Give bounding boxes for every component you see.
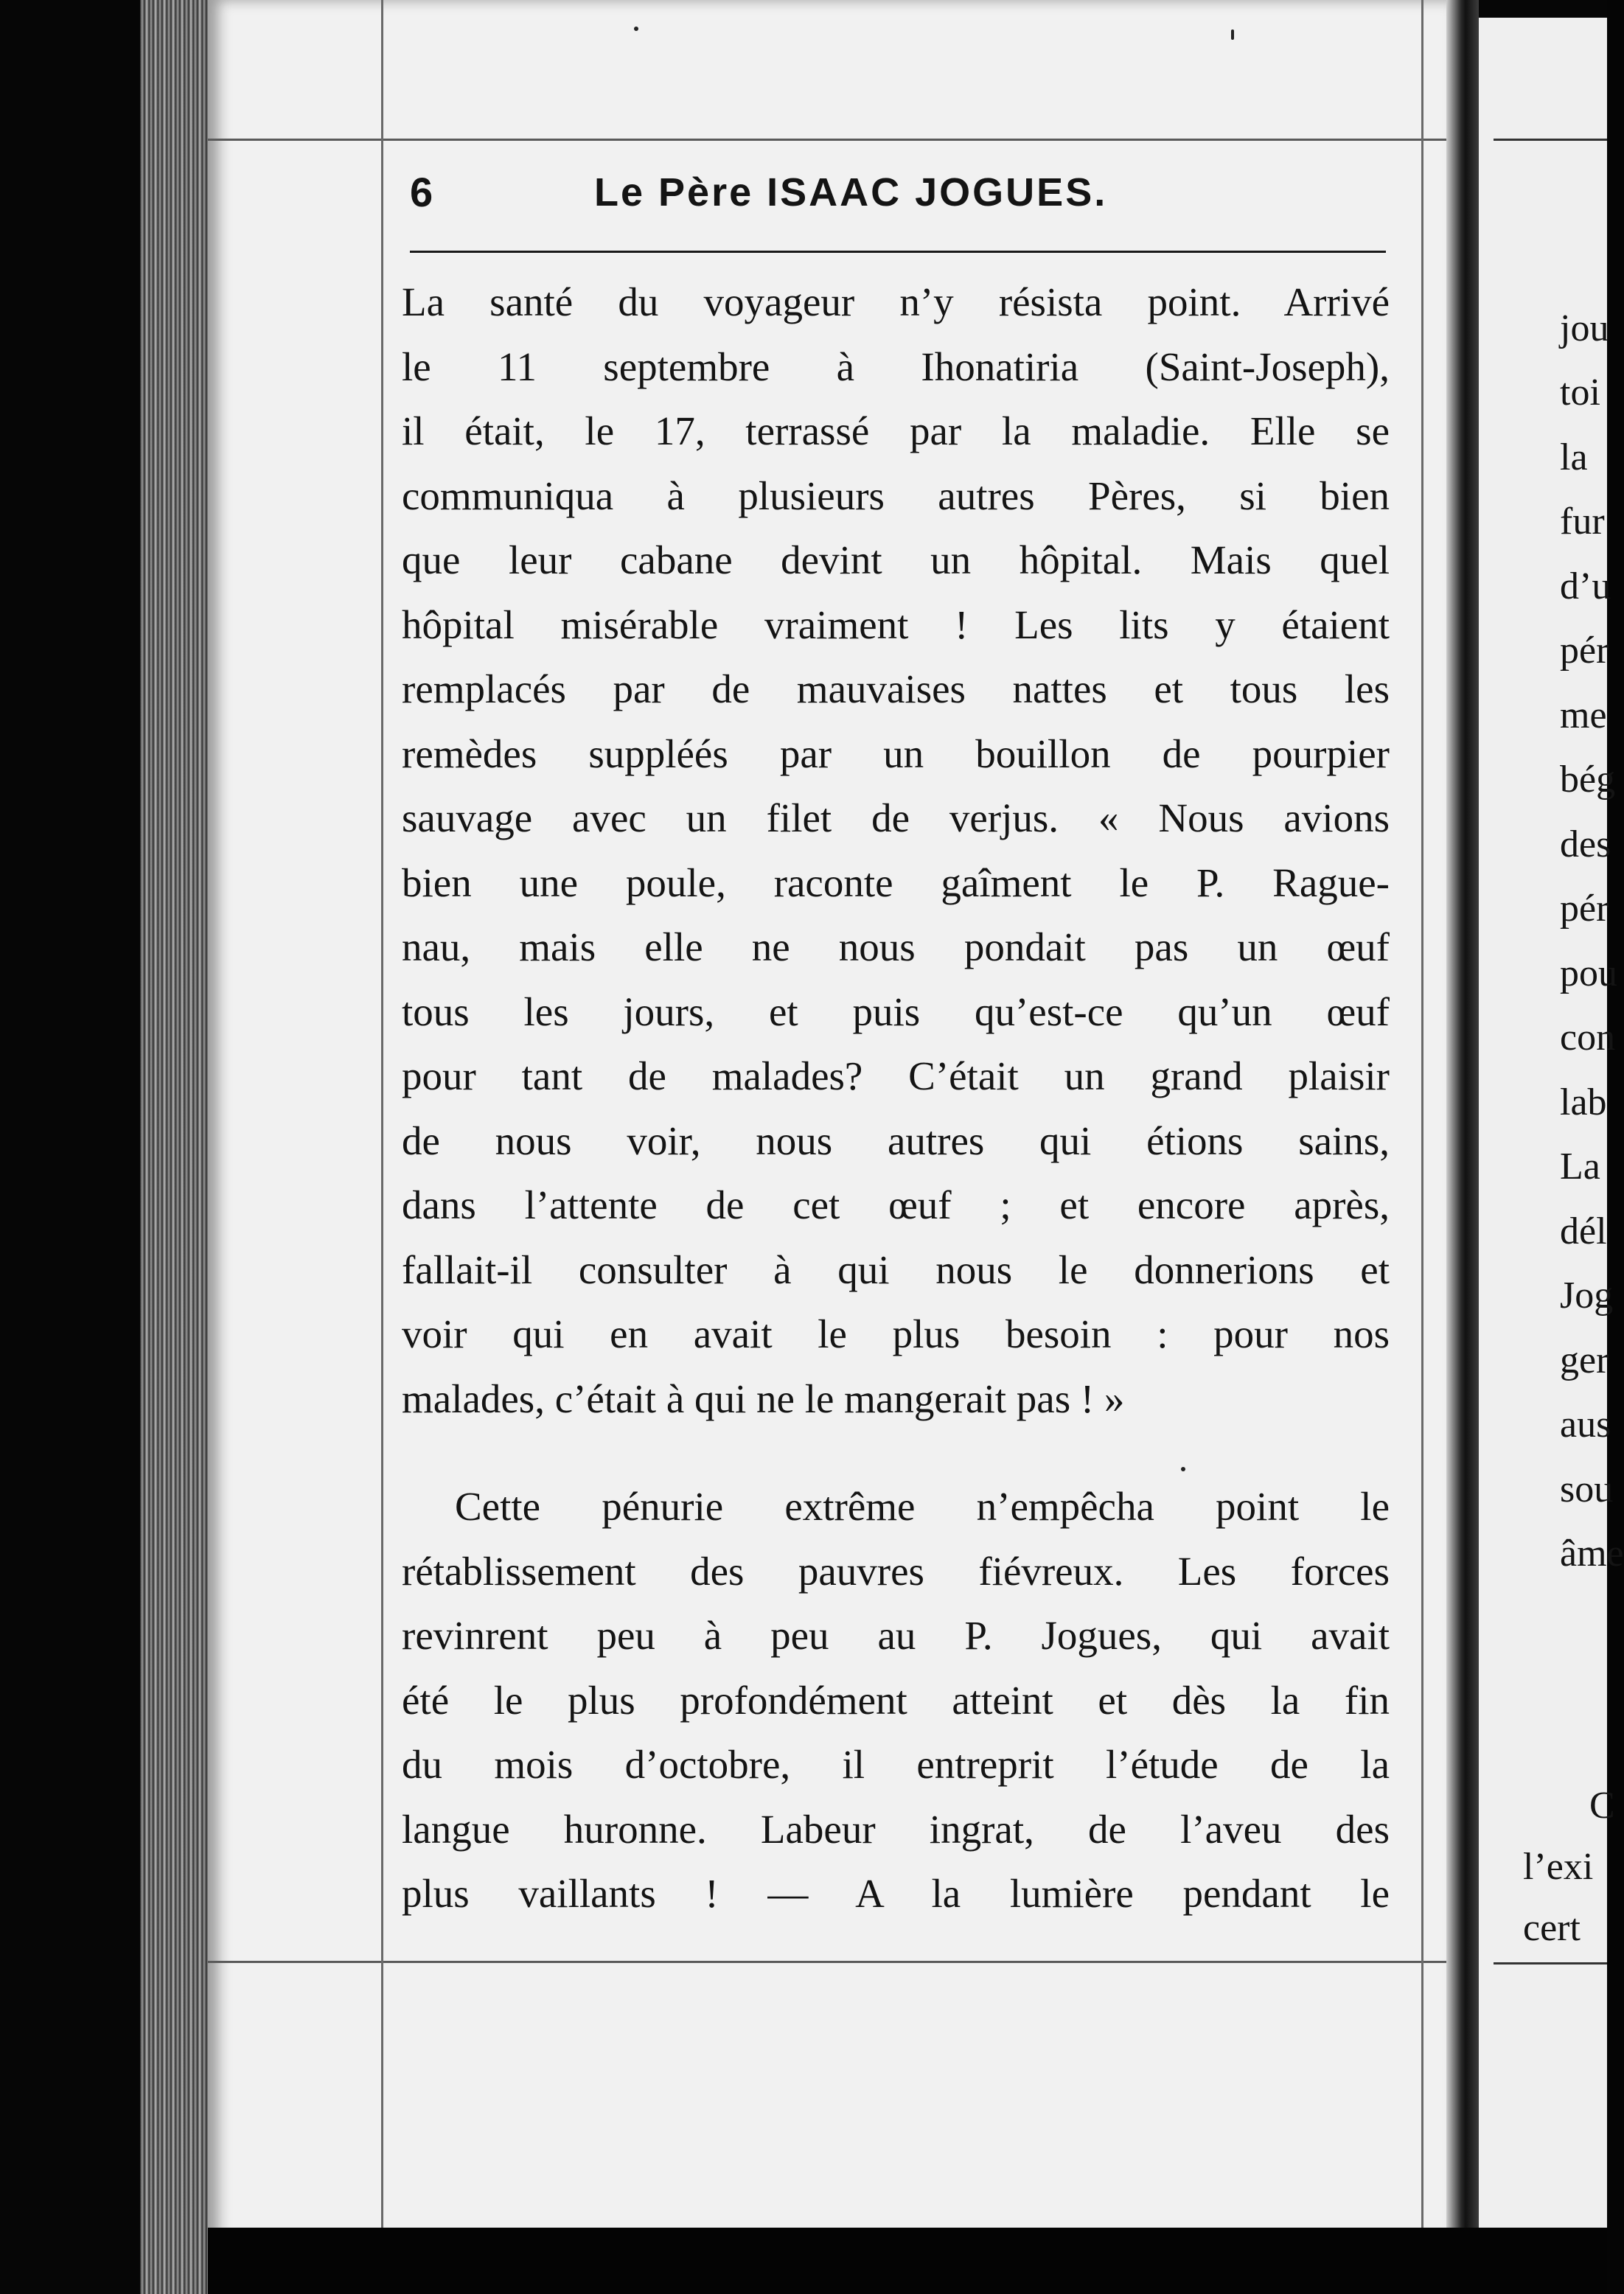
facing-page-line: cert	[1523, 1907, 1581, 1949]
text-line: pour tant de malades? C’était un grand plaisir	[402, 1053, 1390, 1098]
facing-page-line: pér	[1560, 630, 1609, 672]
facing-page-line: jou	[1560, 307, 1609, 349]
facing-page-line: sou	[1560, 1468, 1614, 1510]
text-line: dans l’attente de cet œuf ; et encore après,	[402, 1182, 1390, 1227]
facing-page-line: l’exi	[1523, 1846, 1594, 1888]
facing-page-line: lab	[1560, 1081, 1607, 1123]
film-bottom-edge	[208, 2228, 1607, 2294]
text-line: rétablissement des pauvres fiévreux. Les forces	[402, 1548, 1390, 1594]
facing-page-line: âme	[1560, 1533, 1624, 1575]
facing-page-line: d’u	[1560, 565, 1611, 607]
text-line: remèdes suppléés par un bouillon de pourpier	[402, 731, 1390, 776]
text-line: revinrent peu à peu au P. Jogues, qui avait	[402, 1613, 1390, 1658]
facing-page-rule	[1494, 1962, 1607, 1964]
text-line: du mois d’octobre, il entreprit l’étude de la	[402, 1742, 1390, 1787]
film-speck	[1231, 29, 1234, 40]
facing-page	[1479, 18, 1624, 2228]
text-line: voir qui en avait le plus besoin : pour nos	[402, 1311, 1390, 1356]
paragraph-1	[402, 270, 1390, 1431]
text-line: communiqua à plusieurs autres Pères, si bien	[402, 473, 1390, 518]
facing-page-line: pou	[1560, 952, 1617, 994]
header-rule	[410, 251, 1386, 253]
facing-page-rule	[1494, 139, 1607, 141]
text-line: il était, le 17, terrassé par la maladie. Elle se	[402, 408, 1390, 453]
text-line: été le plus profondément atteint et dès la fin	[402, 1677, 1390, 1723]
text-line: remplacés par de mauvaises nattes et tous les	[402, 666, 1390, 711]
text-line: langue huronne. Labeur ingrat, de l’aveu des	[402, 1806, 1390, 1852]
page-number: 6	[410, 169, 433, 215]
facing-page-line: la	[1560, 436, 1588, 478]
facing-page-line: La	[1560, 1146, 1600, 1188]
facing-page-line: C	[1589, 1785, 1615, 1827]
film-speck	[634, 27, 638, 31]
grid-rule-top	[208, 139, 1446, 141]
facing-page-line: toi	[1560, 372, 1600, 414]
facing-page-line: con	[1560, 1017, 1616, 1059]
text-line: La santé du voyageur n’y résista point. Arrivé	[402, 279, 1390, 324]
text-line: le 11 septembre à Ihonatiria (Saint-Joseph),	[402, 344, 1390, 389]
facing-page-line: me	[1560, 694, 1607, 736]
facing-page-line: bég	[1560, 759, 1616, 801]
text-line: de nous voir, nous autres qui étions sains,	[402, 1118, 1390, 1163]
facing-page-line: des	[1560, 823, 1611, 865]
page-gutter	[1446, 0, 1479, 2294]
facing-page-line: pér	[1560, 888, 1609, 930]
book-edge	[140, 0, 214, 2294]
text-line: malades, c’était à qui ne le mangerait pas ! »	[402, 1376, 1125, 1421]
page-header	[410, 168, 1427, 227]
text-line: Cette pénurie extrême n’empêcha point le	[455, 1484, 1390, 1529]
grid-rule-right	[1421, 0, 1423, 2228]
text-line: tous les jours, et puis qu’est-ce qu’un œuf	[402, 989, 1390, 1034]
facing-page-line: ger	[1560, 1339, 1609, 1381]
text-line: hôpital misérable vraiment ! Les lits y étaient	[402, 602, 1390, 647]
facing-page-line: fur	[1560, 501, 1605, 543]
grid-rule-bottom	[208, 1961, 1446, 1963]
text-line: fallait-il consulter à qui nous le donnerions et	[402, 1247, 1390, 1292]
facing-page-line: Jog	[1560, 1275, 1614, 1317]
text-line: bien une poule, raconte gaîment le P. Rague-	[402, 860, 1390, 905]
facing-page-line: dél	[1560, 1210, 1607, 1252]
running-head: Le Père ISAAC JOGUES.	[594, 170, 1108, 215]
text-line: nau, mais elle ne nous pondait pas un œuf	[402, 924, 1390, 969]
facing-page-line: aus	[1560, 1404, 1611, 1446]
text-line: sauvage avec un filet de verjus. « Nous avions	[402, 795, 1390, 840]
text-line: que leur cabane devint un hôpital. Mais quel	[402, 537, 1390, 582]
text-line: plus vaillants ! — A la lumière pendant le	[402, 1871, 1390, 1916]
grid-rule-left	[381, 0, 383, 2228]
paragraph-2	[402, 1474, 1390, 1926]
film-speck	[1181, 1467, 1185, 1471]
